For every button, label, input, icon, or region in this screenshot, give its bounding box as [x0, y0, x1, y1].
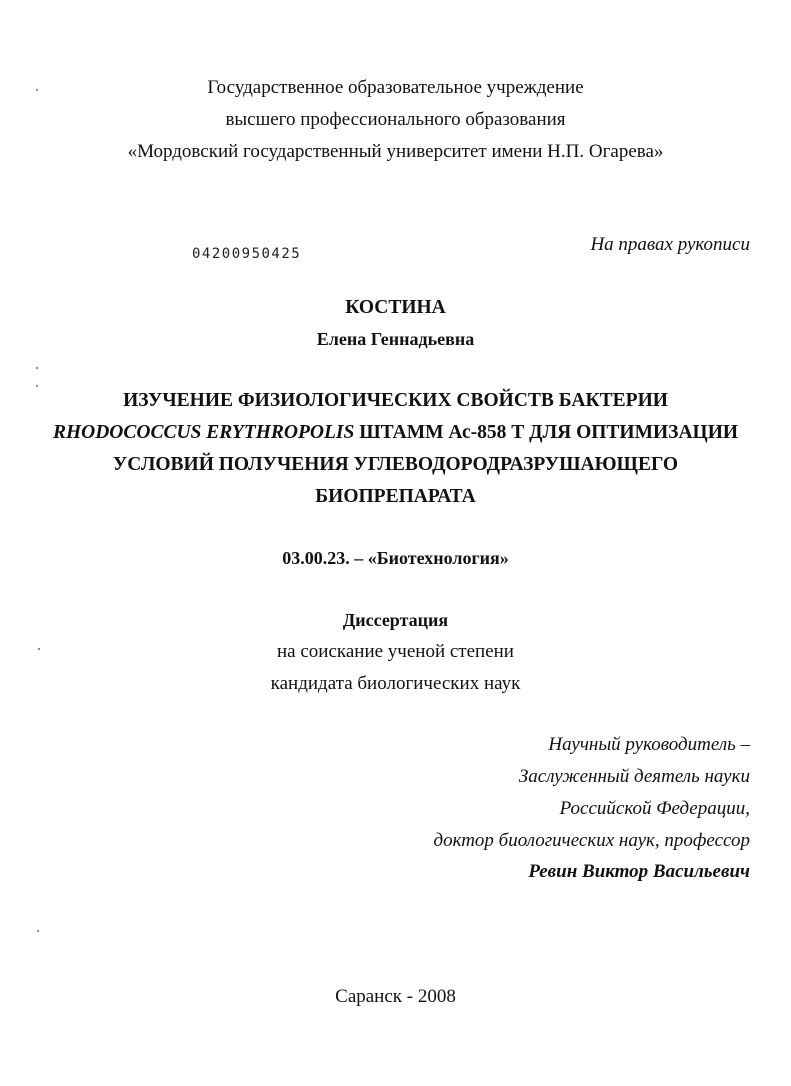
work-type-heading: Диссертация [342, 610, 449, 630]
rights-note: На правах рукописи [590, 234, 750, 255]
place-year: Саранск - 2008 [335, 986, 456, 1007]
specialty-code: 03.00.23. – «Биотехнология» [282, 548, 509, 568]
title-line-3: УСЛОВИЙ ПОЛУЧЕНИЯ УГЛЕВОДОРОДРАЗРУШАЮЩЕГО [112, 454, 679, 475]
supervisor-line-2: Заслуженный деятель науки [518, 766, 750, 787]
catalog-number: 04200950425 [192, 246, 302, 262]
title-line-2 [0, 421, 791, 445]
scan-speck [36, 385, 38, 387]
title-line-4: БИОПРЕПАРАТА [315, 486, 476, 507]
institution-line-3: «Мордовский государственный университет имени Н.П. Огарева» [127, 141, 664, 162]
title-species-name: RHODOCOCCUS ERYTHROPOLIS [52, 422, 355, 443]
title-line-2-rest: ШТАММ Ас-858 Т ДЛЯ ОПТИМИЗАЦИИ [354, 422, 739, 443]
institution-line-1: Государственное образовательное учреждение [207, 77, 584, 98]
supervisor-line-4: доктор биологических наук, профессор [433, 830, 750, 851]
author-given-names: Елена Геннадьевна [316, 329, 475, 349]
degree-line-2: кандидата биологических наук [270, 673, 521, 694]
institution-line-2: высшего профессионального образования [225, 109, 566, 130]
supervisor-line-3: Российской Федерации, [559, 798, 750, 819]
supervisor-line-1: Научный руководитель – [548, 734, 750, 755]
author-surname: КОСТИНА [345, 297, 446, 318]
degree-line-1: на соискание ученой степени [277, 641, 514, 662]
scan-speck [36, 367, 38, 369]
title-line-1: ИЗУЧЕНИЕ ФИЗИОЛОГИЧЕСКИХ СВОЙСТВ БАКТЕРИИ [123, 390, 668, 411]
scan-speck [37, 930, 39, 932]
supervisor-name: Ревин Виктор Васильевич [528, 861, 750, 882]
